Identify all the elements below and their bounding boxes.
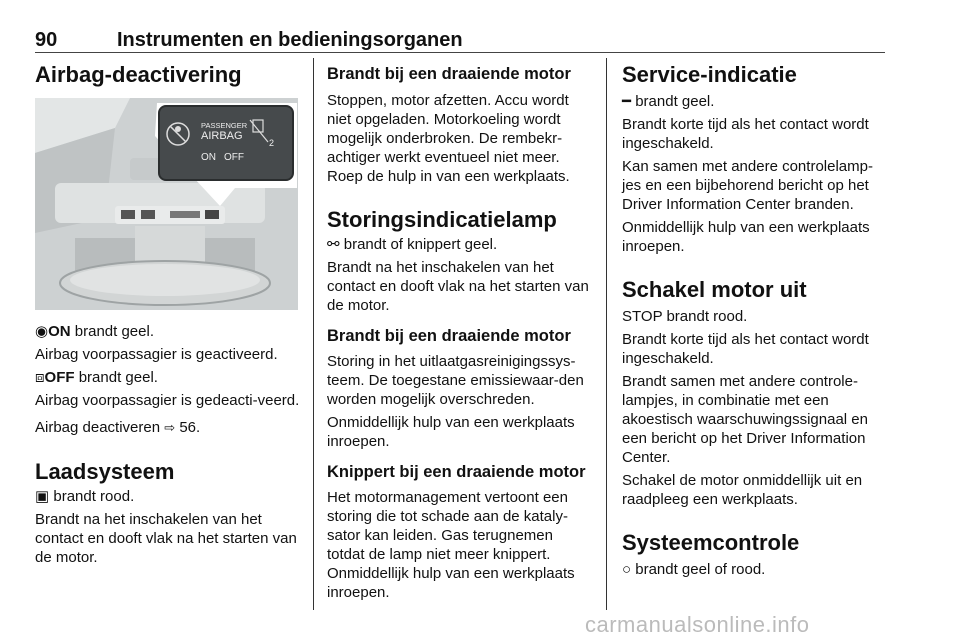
panel-text-off: OFF [224, 152, 244, 163]
airbag-on-line [35, 322, 301, 341]
page-header [35, 28, 885, 53]
laad-desc: Brandt na het inschakelen van het contact en dooft vlak na het starten van de motor. [35, 511, 297, 566]
running-desc-2b: Onmiddellijk hulp van een werkplaats inroepen. [327, 414, 575, 450]
airbag-on-icon: ◉ [35, 323, 49, 340]
section-heading-storing: Storingsindicatielamp [327, 207, 557, 232]
section-heading-service: Service-indicatie [622, 62, 797, 87]
panel-text-num: 2 [269, 138, 275, 148]
stop-desc-1: Brandt korte tijd als het contact wordt ingeschakeld. [622, 331, 869, 367]
stop-desc-3: Schakel de motor onmiddellijk uit en raadpleeg een werkplaats. [622, 472, 863, 508]
deactivate-page-ref: 56. [175, 419, 201, 436]
section-heading-system: Systeemcontrole [622, 530, 800, 555]
page-ref-arrow-icon: ⇨ [164, 420, 176, 435]
running-title: Instrumenten en bedieningsorganen [117, 29, 463, 51]
page-number: 90 [35, 29, 58, 51]
on-status: brandt geel. [70, 323, 154, 340]
airbag-panel-illustration [35, 98, 298, 310]
battery-icon: ▣ [35, 488, 50, 505]
airbag-on-desc: Airbag voorpassagier is geactiveerd. [35, 346, 278, 363]
airbag-deactivate-ref [35, 418, 301, 437]
system-status: brandt geel of rood. [631, 561, 766, 578]
panel-text-airbag: AIRBAG [201, 130, 243, 142]
off-label: OFF [44, 369, 75, 386]
stop-desc-2: Brandt samen met andere controle-lampjes, in combinatie met een akoestisch waarschuwingssignaal en een bericht op het Driver Information Center. [622, 373, 868, 466]
column-1 [35, 60, 301, 567]
column-divider-2 [606, 58, 607, 610]
column-2 [327, 60, 592, 602]
service-status: brandt geel. [631, 93, 715, 110]
laad-status-line [35, 487, 301, 506]
storing-status: brandt of knippert geel. [339, 236, 498, 253]
column-divider-1 [313, 58, 314, 610]
overhead-console-drawing [35, 98, 298, 310]
section-heading-stop: Schakel motor uit [622, 277, 807, 302]
running-desc-2a: Storing in het uitlaatgasreinigingssys-teem. De toegestane emissiewaar-den worden mogelijk overschreden. [327, 353, 584, 408]
service-desc-3: Onmiddellijk hulp van een werkplaats inroepen. [622, 219, 870, 255]
stop-status: STOP brandt rood. [622, 308, 748, 325]
subheading-running-1: Brandt bij een draaiende motor [327, 65, 571, 83]
service-desc-2: Kan samen met andere controlelamp-jes en een bijbehorend bericht op het Driver Information Center branden. [622, 158, 873, 213]
off-status: brandt geel. [74, 369, 158, 386]
wrench-icon: ━ [622, 93, 632, 110]
watermark: carmanualsonline.info [585, 612, 810, 637]
section-heading-laadsysteem: Laadsysteem [35, 459, 175, 484]
laad-status: brandt rood. [49, 488, 135, 505]
system-status-line [622, 560, 890, 579]
storing-status-line [327, 235, 592, 254]
running-desc-1: Stoppen, motor afzetten. Accu wordt niet opgeladen. Motorkoeling wordt mogelijk onderbroken. De rembekr-achtiger werkt eventueel niet meer. Roep de hulp in van een werkplaats. [327, 92, 570, 185]
service-desc-1: Brandt korte tijd als het contact wordt ingeschakeld. [622, 116, 869, 152]
section-heading-airbag: Airbag-deactivering [35, 62, 242, 87]
system-check-icon: ○ [622, 561, 632, 578]
deactivate-text: Airbag deactiveren [35, 419, 165, 436]
panel-text-passenger: PASSENGER [201, 121, 248, 130]
panel-text-on: ON [201, 152, 216, 163]
subheading-running-2: Brandt bij een draaiende motor [327, 327, 571, 345]
airbag-off-line [35, 368, 301, 387]
engine-check-icon: ⚯ [327, 236, 340, 253]
subheading-flashing: Knippert bij een draaiende motor [327, 463, 586, 481]
storing-desc: Brandt na het inschakelen van het contact en dooft vlak na het starten van de motor. [327, 259, 589, 314]
column-3 [622, 60, 890, 579]
airbag-off-icon: ⧈ [35, 369, 45, 386]
on-label: ON [48, 323, 71, 340]
service-status-line [622, 92, 890, 111]
flashing-desc: Het motormanagement vertoont een storing die tot schade aan de kataly-sator kan leiden. Gas terugnemen totdat de lamp niet meer knippert. Onmiddellijk hulp van een werkplaats inroepen. [327, 489, 575, 601]
airbag-off-desc: Airbag voorpassagier is gedeacti-veerd. [35, 392, 300, 409]
